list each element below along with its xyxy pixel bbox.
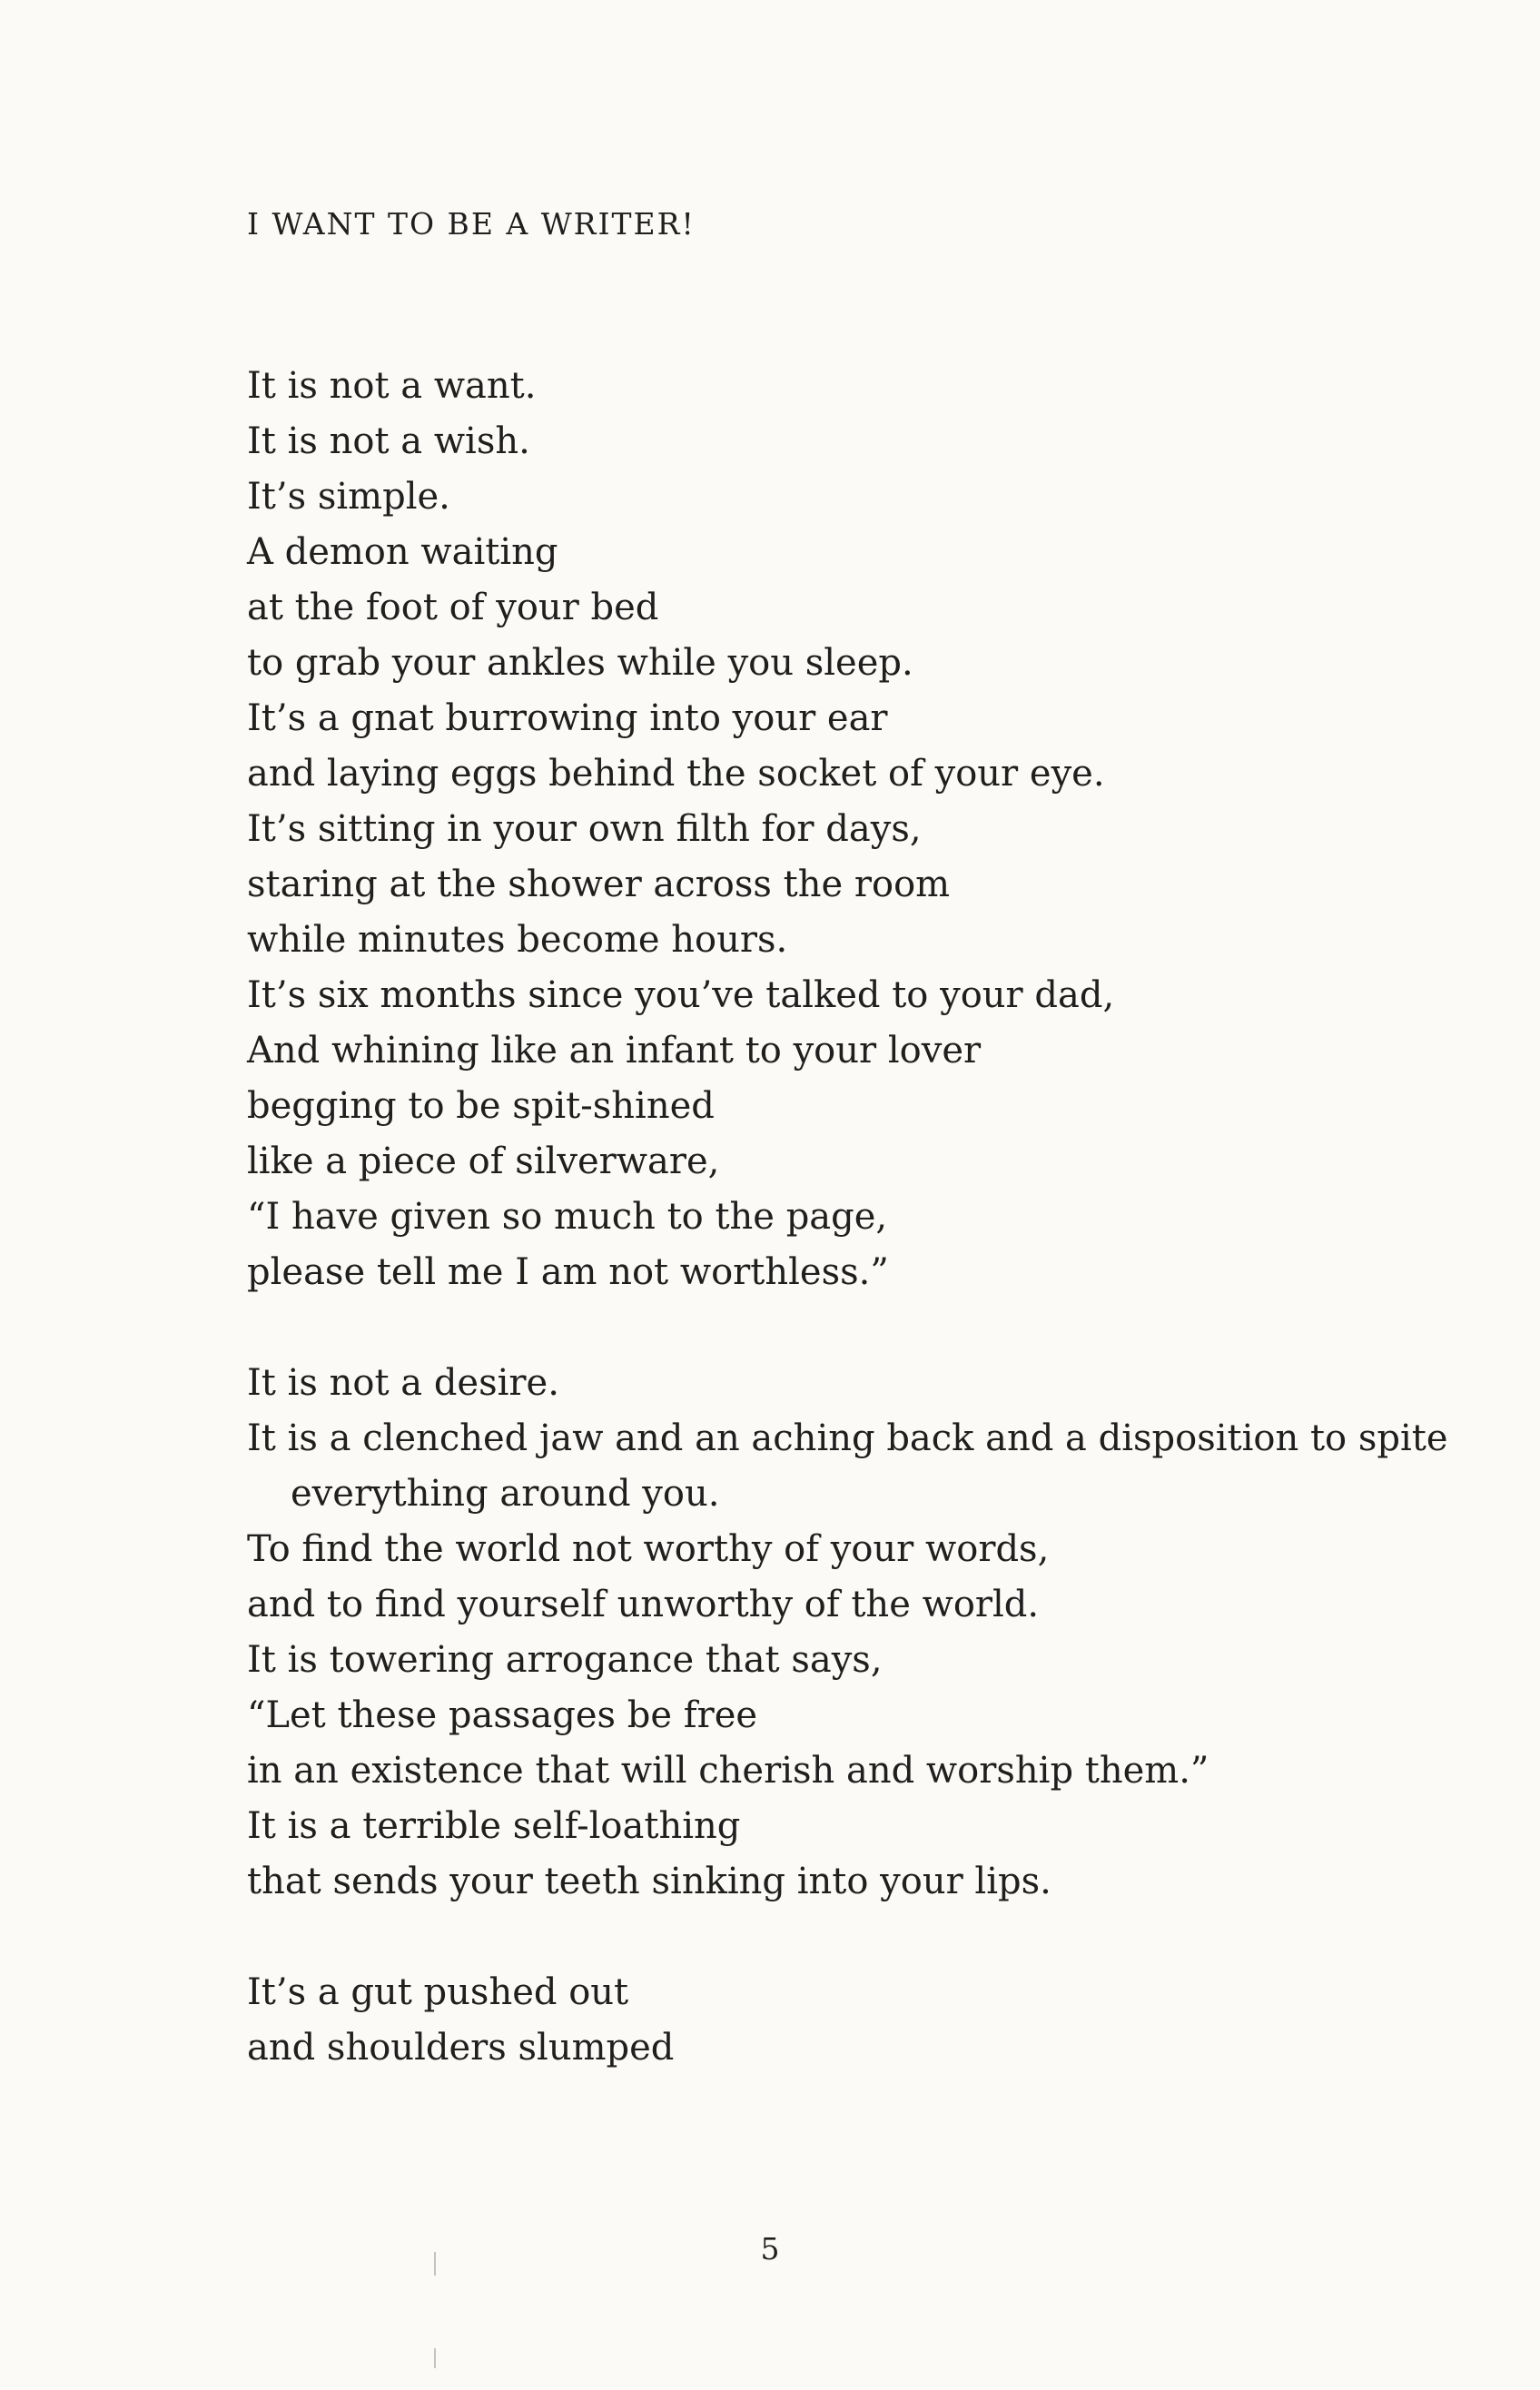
poem-line: “Let these passages be free (247, 1694, 758, 1736)
scan-artifact (434, 2348, 436, 2368)
poem-stanza (247, 1965, 1482, 2076)
poem-line: A demon waiting (247, 531, 558, 573)
poem-stanza (247, 359, 1482, 1300)
poem-line: begging to be spit-shined (247, 1085, 715, 1127)
poem-line: like a piece of silverware, (247, 1141, 720, 1182)
poem-line: please tell me I am not worthless.” (247, 1251, 889, 1293)
poem-line: It is towering arrogance that says, (247, 1639, 883, 1681)
poem-line: staring at the shower across the room (247, 864, 951, 905)
poem-line: and to find yourself unworthy of the world. (247, 1584, 1040, 1625)
poem-line: while minutes become hours. (247, 919, 788, 961)
poem-line: to grab your ankles while you sleep. (247, 642, 913, 684)
poem-line: and laying eggs behind the socket of your eye. (247, 753, 1105, 795)
page-number: 5 (760, 2231, 780, 2267)
poem-body (247, 359, 1482, 2131)
poem-line: “I have given so much to the page, (247, 1196, 888, 1238)
poem-line: It is a clenched jaw and an aching back and a disposition to spite (247, 1417, 1448, 1459)
poem-title: I WANT TO BE A WRITER! (247, 206, 696, 242)
poem-line: that sends your teeth sinking into your lips. (247, 1861, 1051, 1902)
poem-line: at the foot of your bed (247, 587, 659, 628)
poem-stanza (247, 1356, 1482, 1910)
poem-line: It is a terrible self-loathing (247, 1805, 741, 1847)
poem-line: It’s a gnat burrowing into your ear (247, 697, 888, 739)
poem-line: It is not a want. (247, 365, 537, 407)
poem-line: It’s six months since you’ve talked to your dad, (247, 974, 1115, 1016)
scan-artifact (434, 2252, 436, 2276)
poem-line: everything around you. (291, 1473, 720, 1515)
poem-line: It is not a desire. (247, 1362, 559, 1404)
poem-line: And whining like an infant to your lover (247, 1030, 982, 1072)
poem-line: It’s simple. (247, 476, 450, 518)
poem-line: It’s sitting in your own filth for days, (247, 808, 922, 850)
poem-line: in an existence that will cherish and worship them.” (247, 1750, 1209, 1792)
poem-line: and shoulders slumped (247, 2027, 675, 2069)
poem-line: To find the world not worthy of your words, (247, 1528, 1050, 1570)
poem-line: It is not a wish. (247, 420, 530, 462)
poem-line: It’s a gut pushed out (247, 1971, 629, 2013)
